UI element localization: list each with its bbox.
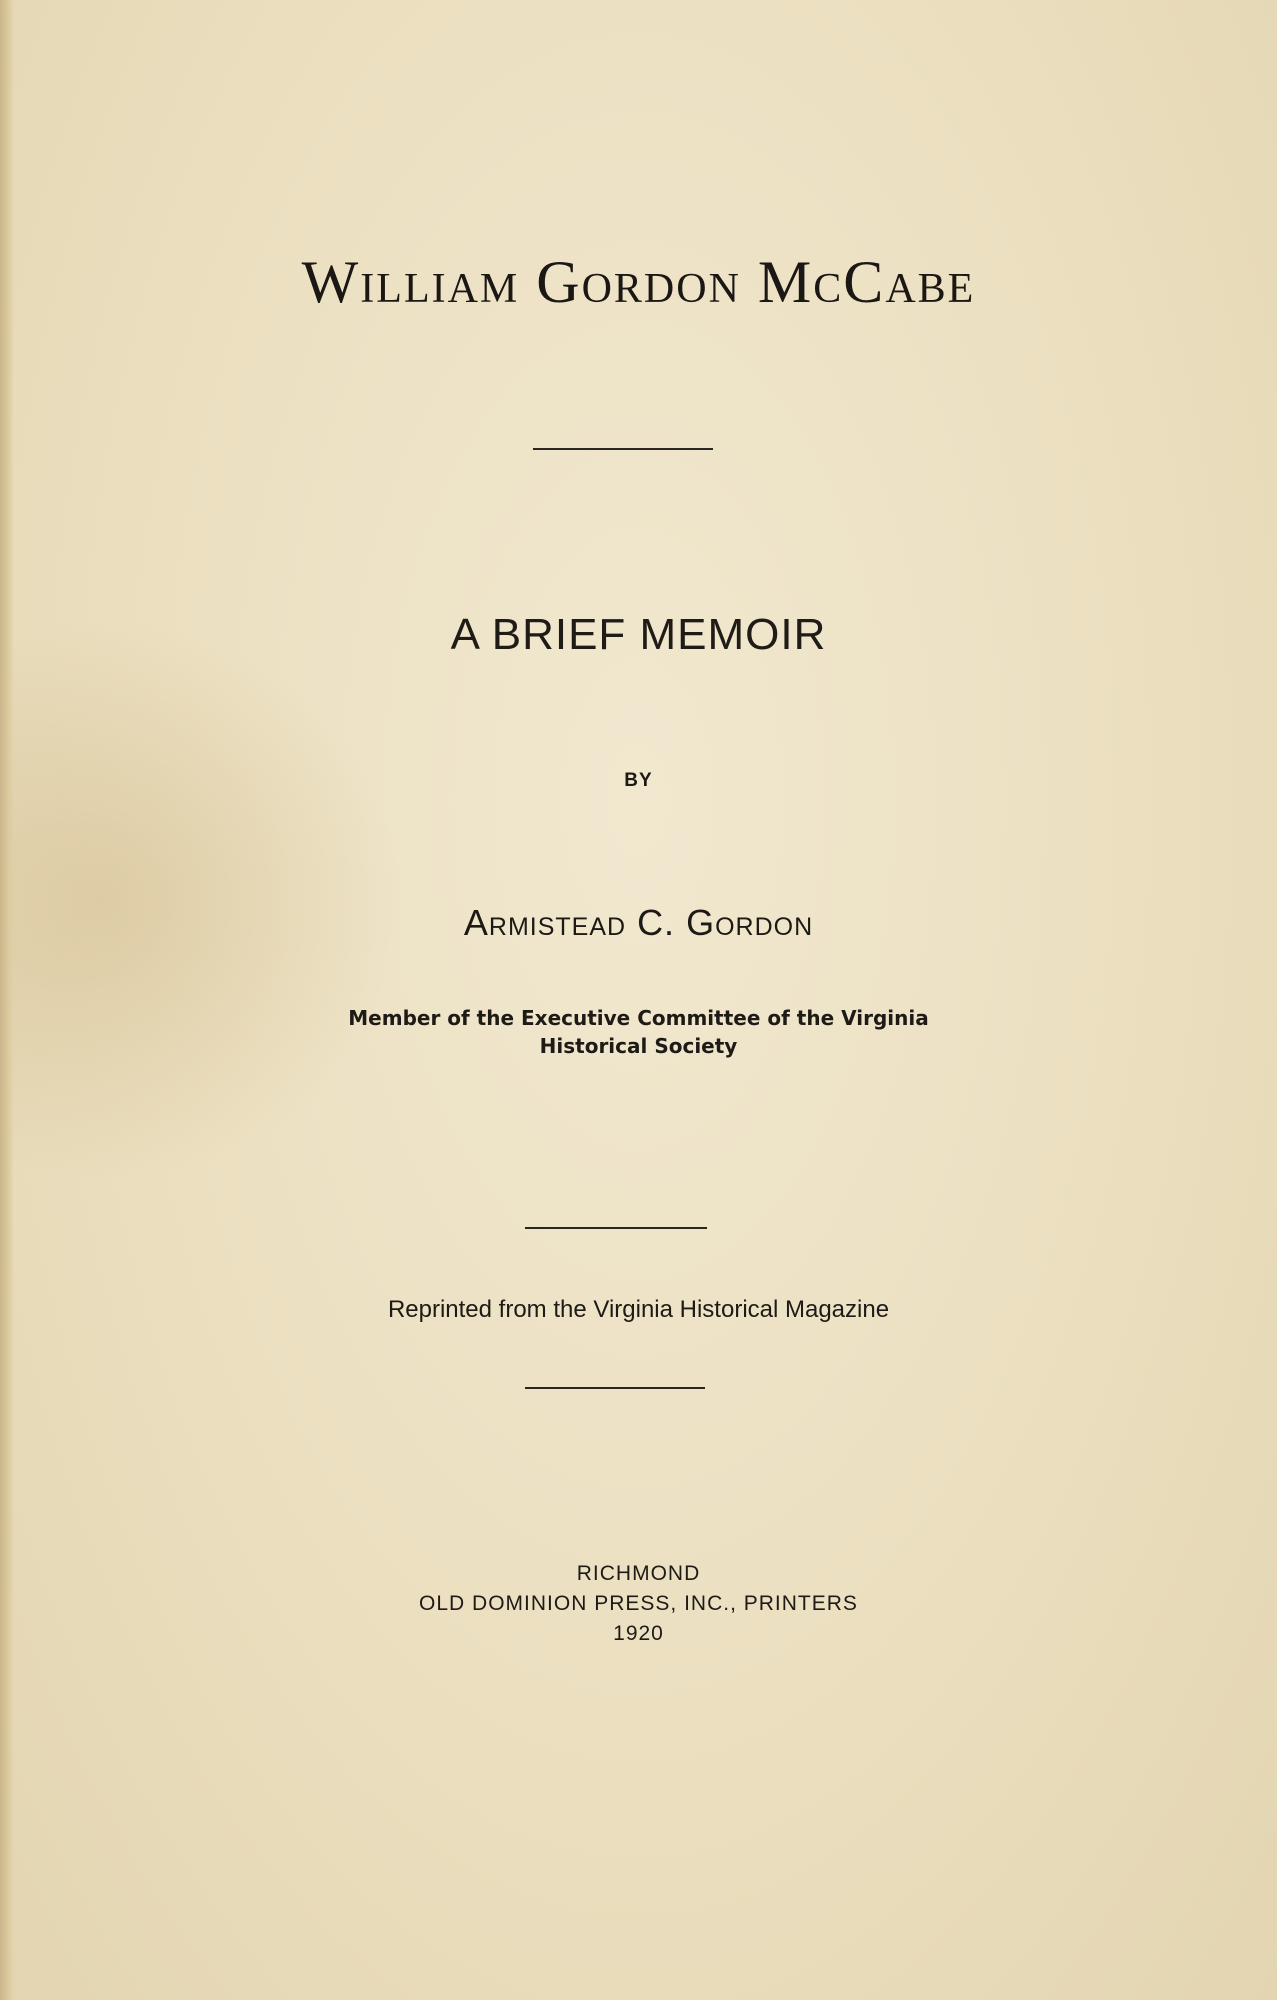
reprint-note: Reprinted from the Virginia Historical Magazine [387,1296,890,1323]
book-title: William Gordon McCabe [301,249,976,315]
divider-rule-bottom [525,1387,705,1389]
divider-rule-middle [525,1227,707,1229]
author-name: Armistead C. Gordon [463,902,814,943]
imprint-city: RICHMOND [576,1562,701,1585]
author-affiliation-line-2: Historical Society [539,1034,738,1058]
author-affiliation-line-1: Member of the Executive Committee of the Virginia [348,1006,929,1030]
book-subtitle: A BRIEF MEMOIR [450,610,827,659]
divider-rule-top [533,448,713,450]
imprint-year: 1920 [613,1622,664,1645]
imprint-publisher: OLD DOMINION PRESS, INC., PRINTERS [419,1592,858,1615]
by-label: BY [624,770,653,791]
